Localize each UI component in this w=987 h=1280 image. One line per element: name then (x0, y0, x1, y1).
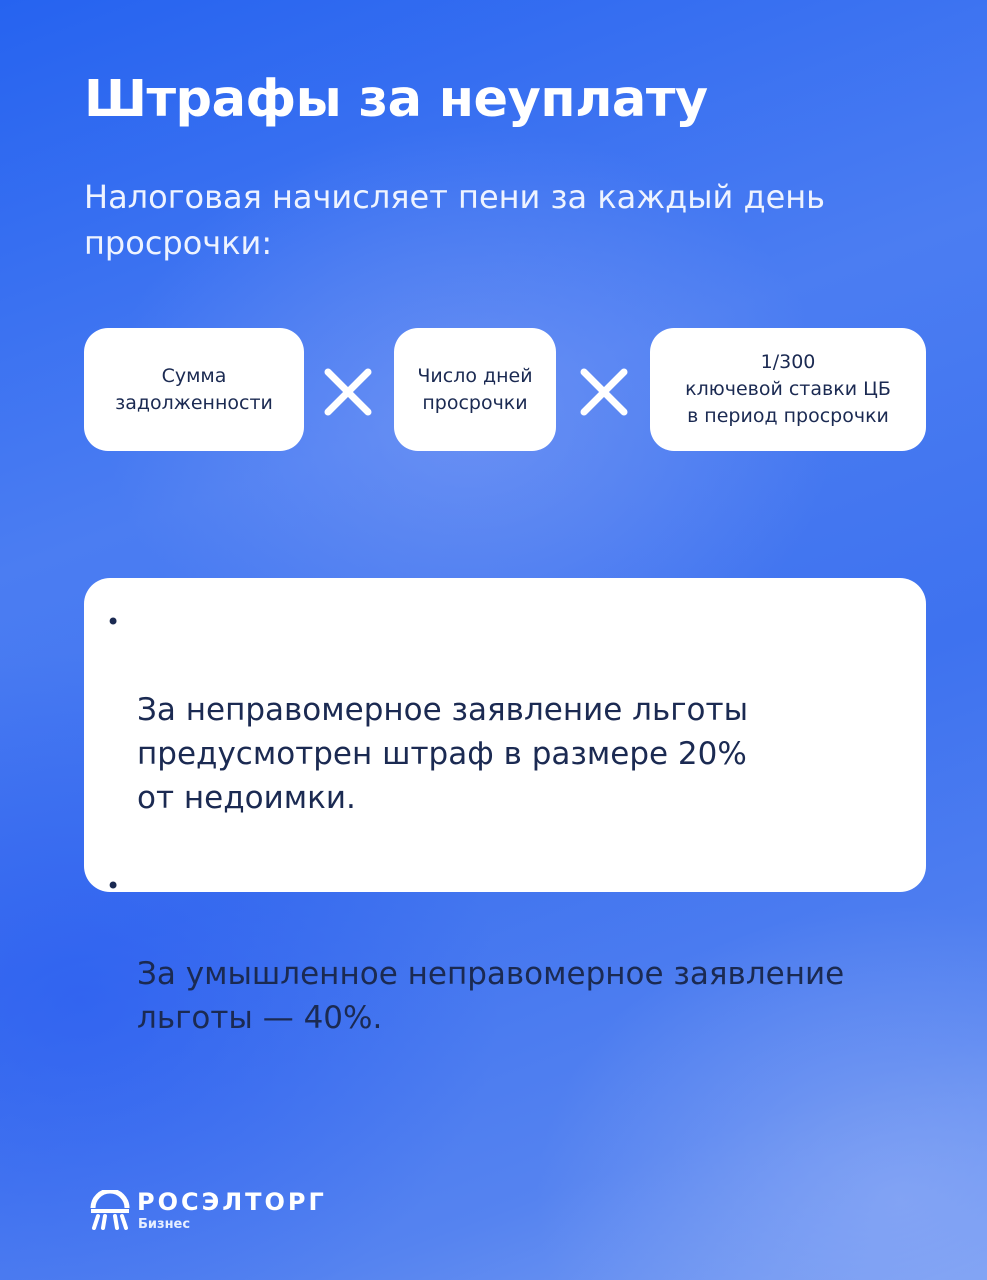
list-item-text: За неправомерное заявление льготы предусмотрен штраф в размере 20% от недоимки. (137, 692, 749, 816)
penalties-list (104, 600, 896, 1040)
list-item (104, 600, 896, 820)
formula-card-label: Сумма задолженности (115, 364, 273, 414)
list-item-text: За умышленное неправомерное заявление льготы — 40%. (137, 956, 845, 1036)
page-title: Штрафы за неуплату (84, 70, 708, 129)
page-subtitle: Налоговая начисляет пени за каждый день просрочки: (84, 178, 826, 262)
penalties-card (84, 578, 926, 1036)
formula-card-key-rate (650, 328, 926, 451)
formula-card-overdue-days (394, 328, 556, 451)
roseltorg-logo-icon (90, 1190, 130, 1230)
brand-subtitle: Бизнес (138, 1217, 191, 1232)
brand-logo (90, 1190, 350, 1236)
multiply-icon (322, 366, 374, 418)
brand-name: РОСЭЛТОРГ (137, 1188, 327, 1216)
list-item (104, 864, 896, 1040)
multiply-icon (578, 366, 630, 418)
bullet-icon: • (106, 608, 121, 636)
formula-card-label: 1/300 ключевой ставки ЦБ в период просрочки (685, 351, 891, 427)
formula-card-label: Число дней просрочки (417, 364, 533, 414)
formula-card-debt-amount (84, 328, 304, 451)
bullet-icon: • (106, 872, 121, 900)
